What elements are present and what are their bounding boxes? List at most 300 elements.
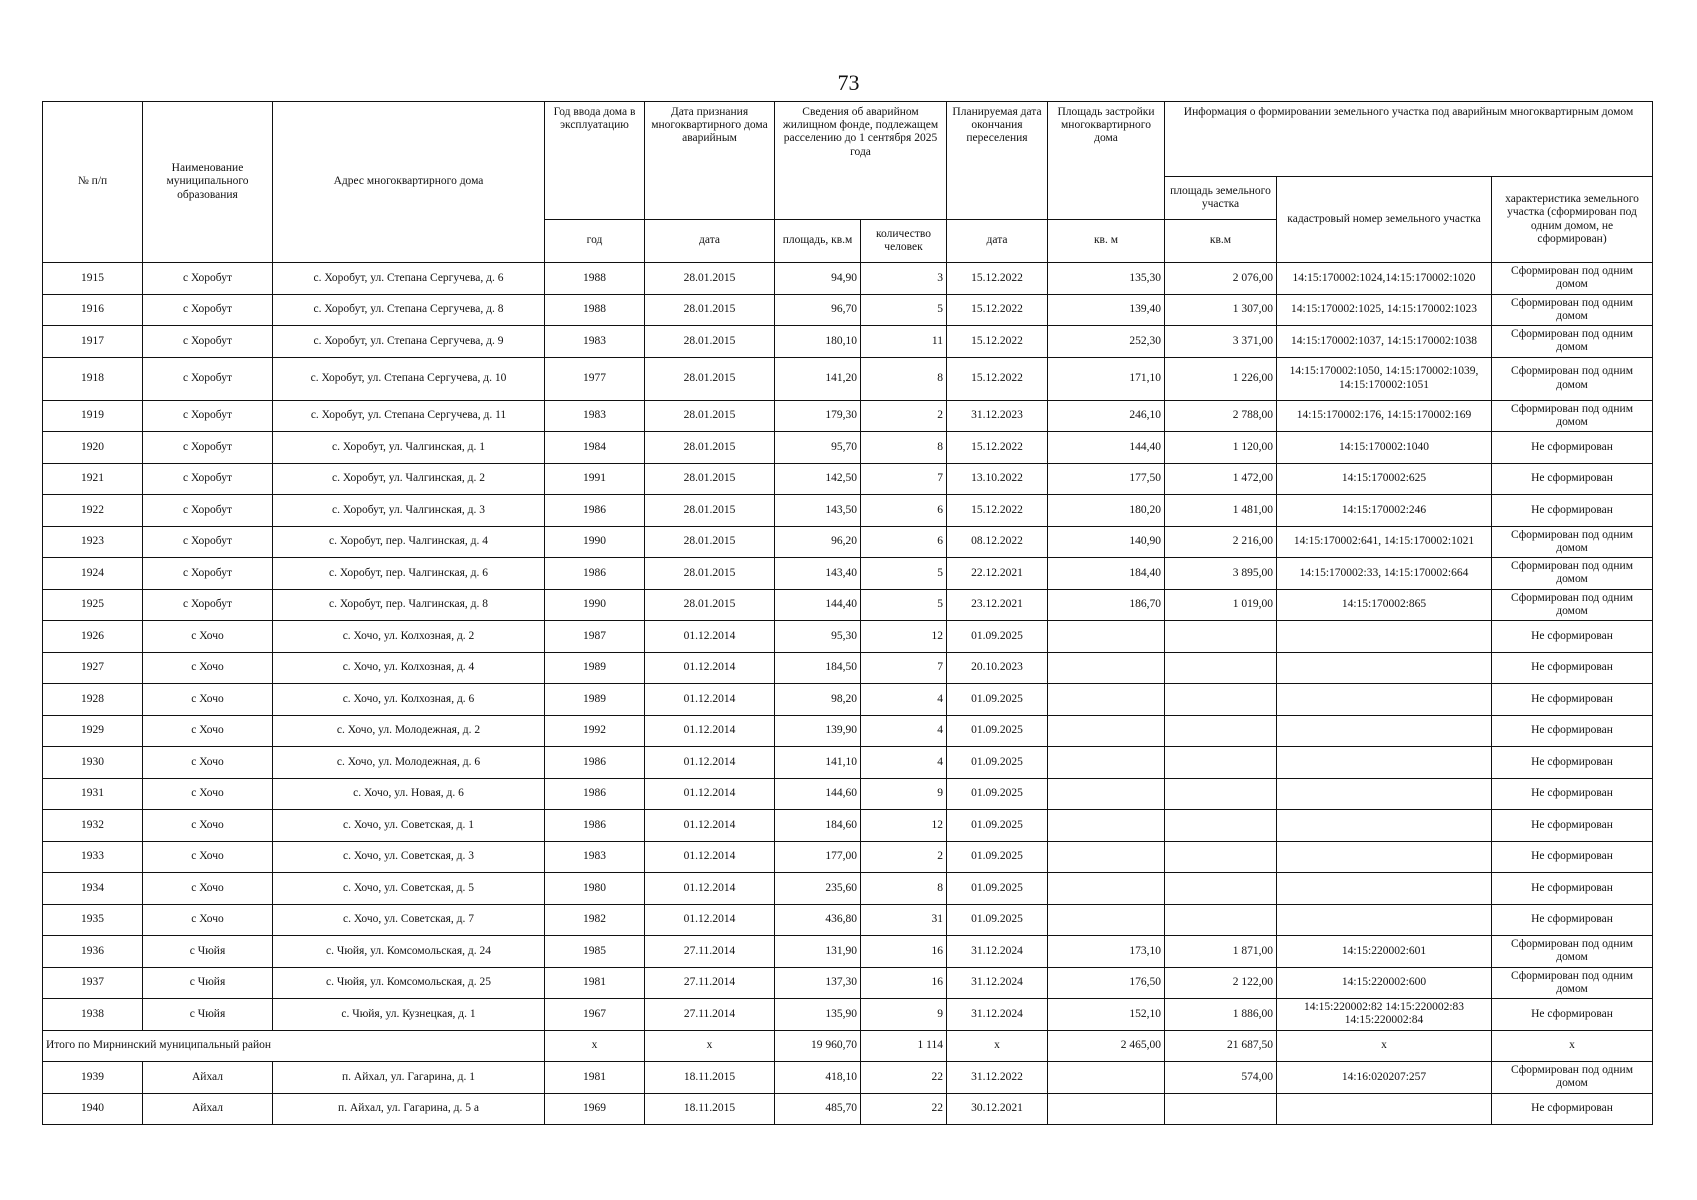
row-land-char: Сформирован под одним домом [1492, 400, 1653, 432]
row-land-area [1165, 715, 1277, 747]
header-emergency-info: Сведения об аварийном жилищном фонде, подлежащем расселению до 1 сентября 2025 года [775, 102, 947, 220]
table-row [43, 400, 1653, 432]
row-cadastral: 14:15:220002:82 14:15:220002:83 14:15:220002:84 [1277, 999, 1492, 1031]
table-row [43, 778, 1653, 810]
row-municipality: с Хоробут [143, 357, 273, 400]
row-building-area: 252,30 [1048, 326, 1165, 358]
row-building-area: 140,90 [1048, 526, 1165, 558]
row-building-area: 246,10 [1048, 400, 1165, 432]
header-date-recognized: Дата признания многоквартирного дома аварийным [645, 102, 775, 220]
row-address: с. Хочо, ул. Колхозная, д. 6 [273, 684, 545, 716]
row-land-area [1165, 841, 1277, 873]
row-planned-date: 01.09.2025 [947, 810, 1048, 842]
header-unit-area: площадь, кв.м [775, 220, 861, 263]
row-municipality: с Хочо [143, 904, 273, 936]
row-people: 3 [861, 263, 947, 295]
row-cadastral: 14:15:170002:865 [1277, 589, 1492, 621]
row-number: 1924 [43, 558, 143, 590]
row-municipality: с Хоробут [143, 294, 273, 326]
total-land-area: 21 687,50 [1165, 1030, 1277, 1062]
row-year: 1967 [545, 999, 645, 1031]
row-people: 6 [861, 526, 947, 558]
row-address: с. Хочо, ул. Новая, д. 6 [273, 778, 545, 810]
header-year-built: Год ввода дома в эксплуатацию [545, 102, 645, 220]
row-cadastral [1277, 904, 1492, 936]
header-unit-year: год [545, 220, 645, 263]
row-address: с. Хочо, ул. Колхозная, д. 4 [273, 652, 545, 684]
row-date: 28.01.2015 [645, 432, 775, 464]
row-land-char: Сформирован под одним домом [1492, 526, 1653, 558]
row-municipality: с Хочо [143, 652, 273, 684]
row-cadastral: 14:15:170002:625 [1277, 463, 1492, 495]
row-people: 9 [861, 778, 947, 810]
row-cadastral: 14:15:170002:176, 14:15:170002:169 [1277, 400, 1492, 432]
row-year: 1988 [545, 263, 645, 295]
page-number: 73 [837, 70, 860, 95]
row-municipality: Айхал [143, 1093, 273, 1125]
row-land-char: Сформирован под одним домом [1492, 967, 1653, 999]
row-cadastral [1277, 873, 1492, 905]
row-land-area [1165, 684, 1277, 716]
row-planned-date: 15.12.2022 [947, 432, 1048, 464]
row-people: 12 [861, 810, 947, 842]
row-date: 01.12.2014 [645, 621, 775, 653]
row-cadastral: 14:15:170002:1037, 14:15:170002:1038 [1277, 326, 1492, 358]
row-area: 96,70 [775, 294, 861, 326]
row-date: 01.12.2014 [645, 810, 775, 842]
row-year: 1969 [545, 1093, 645, 1125]
row-people: 11 [861, 326, 947, 358]
row-planned-date: 08.12.2022 [947, 526, 1048, 558]
header-unit-planned: дата [947, 220, 1048, 263]
row-address: с. Хоробут, пер. Чалгинская, д. 8 [273, 589, 545, 621]
total-row [43, 1030, 1653, 1062]
row-date: 28.01.2015 [645, 294, 775, 326]
table-row [43, 652, 1653, 684]
row-planned-date: 01.09.2025 [947, 621, 1048, 653]
table-row [43, 495, 1653, 527]
row-planned-date: 13.10.2022 [947, 463, 1048, 495]
row-year: 1977 [545, 357, 645, 400]
row-year: 1984 [545, 432, 645, 464]
row-land-area: 1 871,00 [1165, 936, 1277, 968]
row-number: 1921 [43, 463, 143, 495]
table-row [43, 294, 1653, 326]
row-cadastral [1277, 621, 1492, 653]
row-area: 144,60 [775, 778, 861, 810]
row-number: 1923 [43, 526, 143, 558]
row-cadastral: 14:15:220002:600 [1277, 967, 1492, 999]
row-land-char: Не сформирован [1492, 684, 1653, 716]
row-date: 01.12.2014 [645, 778, 775, 810]
row-planned-date: 01.09.2025 [947, 904, 1048, 936]
row-building-area: 135,30 [1048, 263, 1165, 295]
row-number: 1917 [43, 326, 143, 358]
row-land-char: Не сформирован [1492, 841, 1653, 873]
row-number: 1930 [43, 747, 143, 779]
row-municipality: с Хоробут [143, 463, 273, 495]
row-land-area: 2 122,00 [1165, 967, 1277, 999]
row-planned-date: 23.12.2021 [947, 589, 1048, 621]
row-land-area: 3 895,00 [1165, 558, 1277, 590]
row-municipality: с Хочо [143, 715, 273, 747]
row-municipality: с Чюйя [143, 999, 273, 1031]
table-row [43, 1062, 1653, 1094]
row-people: 2 [861, 400, 947, 432]
row-land-char: Не сформирован [1492, 999, 1653, 1031]
row-land-char: Сформирован под одним домом [1492, 326, 1653, 358]
row-building-area: 186,70 [1048, 589, 1165, 621]
row-date: 27.11.2014 [645, 999, 775, 1031]
row-number: 1939 [43, 1062, 143, 1094]
row-building-area [1048, 778, 1165, 810]
row-cadastral: 14:15:170002:1024,14:15:170002:1020 [1277, 263, 1492, 295]
row-building-area: 176,50 [1048, 967, 1165, 999]
row-cadastral: 14:16:020207:257 [1277, 1062, 1492, 1094]
row-land-area: 574,00 [1165, 1062, 1277, 1094]
row-people: 22 [861, 1062, 947, 1094]
table-row [43, 967, 1653, 999]
header-planned-date: Планируемая дата окончания переселения [947, 102, 1048, 220]
row-municipality: с Хочо [143, 841, 273, 873]
row-cadastral [1277, 652, 1492, 684]
row-cadastral: 14:15:170002:1050, 14:15:170002:1039, 14:15:170002:1051 [1277, 357, 1492, 400]
row-date: 28.01.2015 [645, 463, 775, 495]
row-date: 28.01.2015 [645, 558, 775, 590]
row-land-area [1165, 810, 1277, 842]
row-year: 1990 [545, 589, 645, 621]
row-land-area: 1 472,00 [1165, 463, 1277, 495]
row-people: 5 [861, 294, 947, 326]
total-char: х [1492, 1030, 1653, 1062]
row-municipality: с Хочо [143, 810, 273, 842]
row-year: 1986 [545, 810, 645, 842]
row-building-area [1048, 621, 1165, 653]
row-date: 01.12.2014 [645, 715, 775, 747]
total-cadastral: х [1277, 1030, 1492, 1062]
row-building-area [1048, 747, 1165, 779]
row-year: 1990 [545, 526, 645, 558]
header-num: № п/п [43, 102, 143, 263]
header-municipality: Наименование муниципального образования [143, 102, 273, 263]
table-header [43, 102, 1653, 263]
row-number: 1920 [43, 432, 143, 464]
header-unit-date: дата [645, 220, 775, 263]
row-municipality: с Хочо [143, 747, 273, 779]
row-address: п. Айхал, ул. Гагарина, д. 1 [273, 1062, 545, 1094]
row-municipality: с Хоробут [143, 263, 273, 295]
row-planned-date: 20.10.2023 [947, 652, 1048, 684]
total-planned: х [947, 1030, 1048, 1062]
row-number: 1936 [43, 936, 143, 968]
row-area: 141,20 [775, 357, 861, 400]
table-row [43, 936, 1653, 968]
row-land-area [1165, 873, 1277, 905]
row-building-area [1048, 684, 1165, 716]
row-people: 4 [861, 715, 947, 747]
row-land-area: 2 076,00 [1165, 263, 1277, 295]
row-number: 1928 [43, 684, 143, 716]
row-area: 139,90 [775, 715, 861, 747]
row-area: 135,90 [775, 999, 861, 1031]
table-row [43, 999, 1653, 1031]
row-address: с. Чюйя, ул. Кузнецкая, д. 1 [273, 999, 545, 1031]
row-area: 144,40 [775, 589, 861, 621]
row-planned-date: 01.09.2025 [947, 747, 1048, 779]
row-area: 131,90 [775, 936, 861, 968]
row-building-area: 177,50 [1048, 463, 1165, 495]
row-area: 143,50 [775, 495, 861, 527]
row-land-char: Не сформирован [1492, 432, 1653, 464]
row-planned-date: 01.09.2025 [947, 873, 1048, 905]
row-land-char: Не сформирован [1492, 652, 1653, 684]
header-unit-build-area: кв. м [1048, 220, 1165, 263]
row-land-area [1165, 621, 1277, 653]
row-date: 28.01.2015 [645, 526, 775, 558]
table-body [43, 263, 1653, 1125]
row-address: с. Хочо, ул. Советская, д. 3 [273, 841, 545, 873]
row-land-char: Не сформирован [1492, 904, 1653, 936]
header-unit-people: количество человек [861, 220, 947, 263]
row-municipality: с Хоробут [143, 589, 273, 621]
row-building-area [1048, 1062, 1165, 1094]
row-municipality: с Хочо [143, 873, 273, 905]
row-municipality: с Чюйя [143, 936, 273, 968]
row-address: с. Хочо, ул. Советская, д. 1 [273, 810, 545, 842]
row-land-area: 1 886,00 [1165, 999, 1277, 1031]
row-number: 1915 [43, 263, 143, 295]
row-planned-date: 31.12.2022 [947, 1062, 1048, 1094]
row-address: с. Хочо, ул. Молодежная, д. 2 [273, 715, 545, 747]
row-year: 1981 [545, 1062, 645, 1094]
row-municipality: с Хоробут [143, 526, 273, 558]
row-planned-date: 30.12.2021 [947, 1093, 1048, 1125]
row-address: с. Хоробут, пер. Чалгинская, д. 6 [273, 558, 545, 590]
row-date: 27.11.2014 [645, 967, 775, 999]
row-people: 5 [861, 558, 947, 590]
row-planned-date: 22.12.2021 [947, 558, 1048, 590]
row-area: 436,80 [775, 904, 861, 936]
row-year: 1986 [545, 495, 645, 527]
row-cadastral: 14:15:220002:601 [1277, 936, 1492, 968]
table-row [43, 558, 1653, 590]
header-land-info: Информация о формировании земельного участка под аварийным многоквартирным домом [1165, 102, 1653, 177]
table-row [43, 810, 1653, 842]
row-building-area [1048, 841, 1165, 873]
row-number: 1933 [43, 841, 143, 873]
row-number: 1916 [43, 294, 143, 326]
row-land-char: Сформирован под одним домом [1492, 936, 1653, 968]
table-row [43, 589, 1653, 621]
row-area: 137,30 [775, 967, 861, 999]
row-date: 28.01.2015 [645, 495, 775, 527]
total-people: 1 114 [861, 1030, 947, 1062]
row-number: 1929 [43, 715, 143, 747]
row-address: с. Чюйя, ул. Комсомольская, д. 25 [273, 967, 545, 999]
table-row [43, 526, 1653, 558]
row-building-area: 171,10 [1048, 357, 1165, 400]
row-people: 5 [861, 589, 947, 621]
row-year: 1981 [545, 967, 645, 999]
row-cadastral [1277, 810, 1492, 842]
row-municipality: с Хочо [143, 684, 273, 716]
row-building-area: 173,10 [1048, 936, 1165, 968]
row-year: 1991 [545, 463, 645, 495]
row-number: 1940 [43, 1093, 143, 1125]
row-land-char: Не сформирован [1492, 621, 1653, 653]
row-land-area [1165, 1093, 1277, 1125]
row-number: 1927 [43, 652, 143, 684]
row-date: 18.11.2015 [645, 1093, 775, 1125]
row-land-area: 1 307,00 [1165, 294, 1277, 326]
row-land-area [1165, 747, 1277, 779]
row-planned-date: 15.12.2022 [947, 495, 1048, 527]
table-row [43, 357, 1653, 400]
header-land-char: характеристика земельного участка (сформирован под одним домом, не сформирован) [1492, 177, 1653, 263]
row-land-char: Не сформирован [1492, 747, 1653, 779]
row-cadastral: 14:15:170002:641, 14:15:170002:1021 [1277, 526, 1492, 558]
row-building-area: 152,10 [1048, 999, 1165, 1031]
table-row [43, 747, 1653, 779]
row-people: 8 [861, 873, 947, 905]
row-cadastral: 14:15:170002:33, 14:15:170002:664 [1277, 558, 1492, 590]
row-municipality: с Хоробут [143, 558, 273, 590]
row-municipality: с Хоробут [143, 400, 273, 432]
row-number: 1938 [43, 999, 143, 1031]
row-address: с. Хоробут, ул. Чалгинская, д. 3 [273, 495, 545, 527]
row-cadastral [1277, 778, 1492, 810]
row-address: с. Хочо, ул. Советская, д. 7 [273, 904, 545, 936]
table-row [43, 1093, 1653, 1125]
total-build-area: 2 465,00 [1048, 1030, 1165, 1062]
row-year: 1988 [545, 294, 645, 326]
row-land-area [1165, 778, 1277, 810]
row-area: 179,30 [775, 400, 861, 432]
row-people: 6 [861, 495, 947, 527]
header-unit-land-area: кв.м [1165, 220, 1277, 263]
row-date: 01.12.2014 [645, 747, 775, 779]
row-land-char: Не сформирован [1492, 463, 1653, 495]
row-address: п. Айхал, ул. Гагарина, д. 5 а [273, 1093, 545, 1125]
row-area: 235,60 [775, 873, 861, 905]
row-land-area: 3 371,00 [1165, 326, 1277, 358]
row-area: 418,10 [775, 1062, 861, 1094]
row-land-area [1165, 904, 1277, 936]
row-area: 95,30 [775, 621, 861, 653]
table-row [43, 904, 1653, 936]
row-year: 1983 [545, 841, 645, 873]
row-land-area: 1 481,00 [1165, 495, 1277, 527]
row-municipality: с Хоробут [143, 432, 273, 464]
row-address: с. Хоробут, ул. Степана Сергучева, д. 11 [273, 400, 545, 432]
row-building-area [1048, 904, 1165, 936]
row-address: с. Хоробут, ул. Чалгинская, д. 2 [273, 463, 545, 495]
row-year: 1989 [545, 684, 645, 716]
row-planned-date: 01.09.2025 [947, 684, 1048, 716]
row-area: 485,70 [775, 1093, 861, 1125]
row-area: 141,10 [775, 747, 861, 779]
table-row [43, 326, 1653, 358]
row-planned-date: 01.09.2025 [947, 841, 1048, 873]
row-address: с. Хочо, ул. Советская, д. 5 [273, 873, 545, 905]
row-address: с. Хоробут, ул. Степана Сергучева, д. 8 [273, 294, 545, 326]
row-year: 1986 [545, 747, 645, 779]
row-municipality: с Хоробут [143, 495, 273, 527]
row-people: 8 [861, 432, 947, 464]
row-cadastral [1277, 841, 1492, 873]
row-planned-date: 15.12.2022 [947, 294, 1048, 326]
row-area: 184,60 [775, 810, 861, 842]
row-date: 28.01.2015 [645, 589, 775, 621]
row-municipality: с Хоробут [143, 326, 273, 358]
row-land-area: 2 788,00 [1165, 400, 1277, 432]
row-address: с. Хочо, ул. Молодежная, д. 6 [273, 747, 545, 779]
row-address: с. Хоробут, пер. Чалгинская, д. 4 [273, 526, 545, 558]
row-address: с. Хоробут, ул. Степана Сергучева, д. 9 [273, 326, 545, 358]
row-area: 184,50 [775, 652, 861, 684]
row-land-area: 1 120,00 [1165, 432, 1277, 464]
row-number: 1925 [43, 589, 143, 621]
row-building-area [1048, 873, 1165, 905]
row-people: 31 [861, 904, 947, 936]
row-people: 16 [861, 967, 947, 999]
row-people: 9 [861, 999, 947, 1031]
row-area: 177,00 [775, 841, 861, 873]
row-land-area: 1 019,00 [1165, 589, 1277, 621]
row-number: 1922 [43, 495, 143, 527]
row-planned-date: 15.12.2022 [947, 263, 1048, 295]
total-year: х [545, 1030, 645, 1062]
row-cadastral: 14:15:170002:246 [1277, 495, 1492, 527]
row-planned-date: 31.12.2024 [947, 967, 1048, 999]
row-cadastral [1277, 715, 1492, 747]
row-area: 180,10 [775, 326, 861, 358]
table-row [43, 263, 1653, 295]
row-year: 1992 [545, 715, 645, 747]
row-number: 1934 [43, 873, 143, 905]
row-area: 98,20 [775, 684, 861, 716]
row-building-area: 180,20 [1048, 495, 1165, 527]
row-building-area: 139,40 [1048, 294, 1165, 326]
row-planned-date: 15.12.2022 [947, 357, 1048, 400]
row-number: 1931 [43, 778, 143, 810]
row-date: 28.01.2015 [645, 326, 775, 358]
row-year: 1982 [545, 904, 645, 936]
row-date: 28.01.2015 [645, 357, 775, 400]
row-land-char: Не сформирован [1492, 810, 1653, 842]
row-planned-date: 01.09.2025 [947, 715, 1048, 747]
row-year: 1983 [545, 326, 645, 358]
row-municipality: с Хочо [143, 621, 273, 653]
row-land-area: 2 216,00 [1165, 526, 1277, 558]
row-year: 1980 [545, 873, 645, 905]
row-municipality: Айхал [143, 1062, 273, 1094]
table-row [43, 463, 1653, 495]
row-year: 1986 [545, 558, 645, 590]
row-land-char: Сформирован под одним домом [1492, 589, 1653, 621]
row-planned-date: 31.12.2023 [947, 400, 1048, 432]
row-building-area [1048, 810, 1165, 842]
row-date: 28.01.2015 [645, 263, 775, 295]
row-date: 28.01.2015 [645, 400, 775, 432]
table-row [43, 841, 1653, 873]
table-row [43, 432, 1653, 464]
row-land-char: Не сформирован [1492, 715, 1653, 747]
table-row [43, 684, 1653, 716]
row-people: 7 [861, 652, 947, 684]
row-cadastral [1277, 1093, 1492, 1125]
row-planned-date: 31.12.2024 [947, 936, 1048, 968]
